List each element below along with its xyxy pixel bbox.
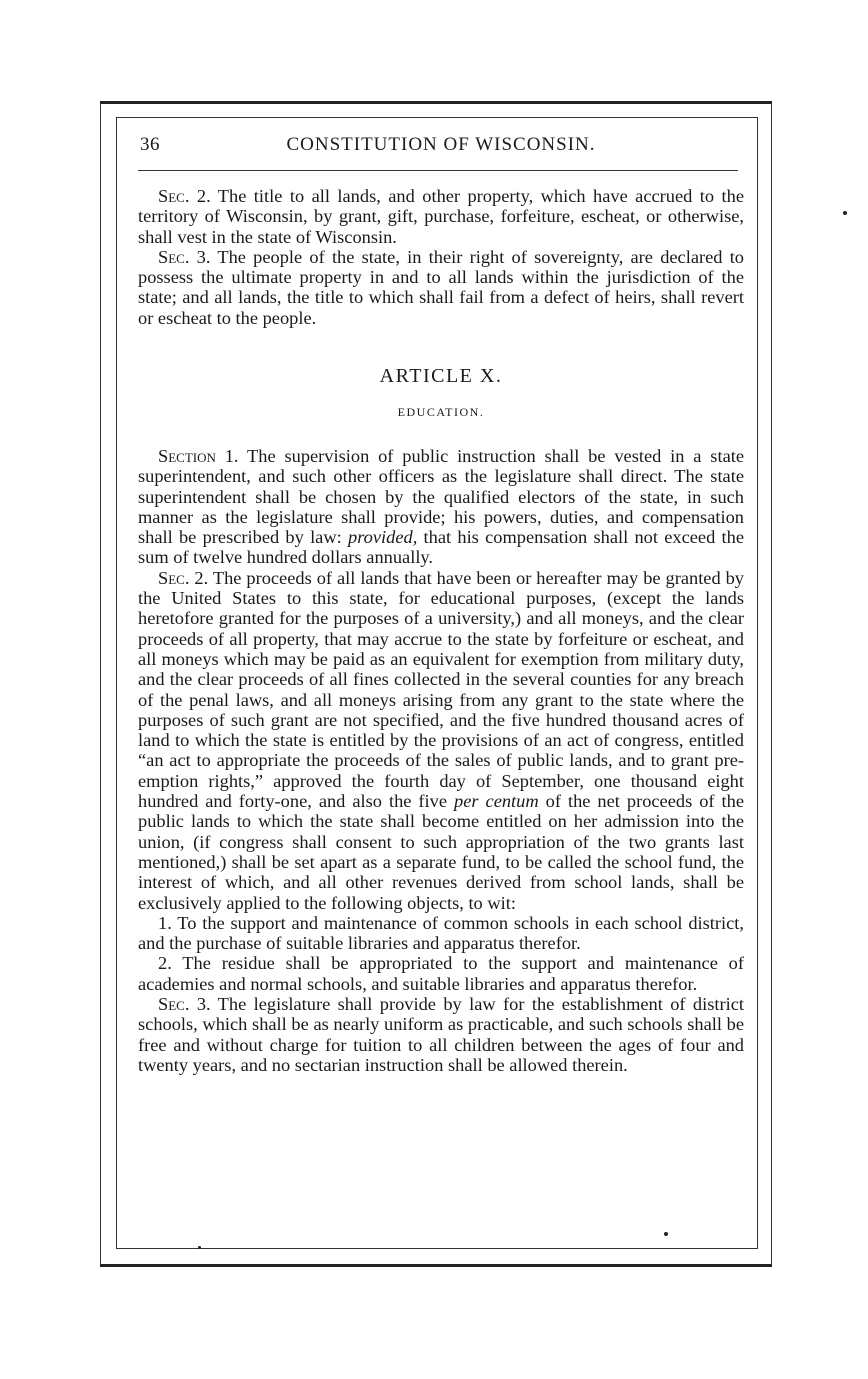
section-paragraph [138, 186, 744, 247]
section-label: Sec. 3. [158, 994, 211, 1015]
section-paragraph [138, 247, 744, 328]
page-header [138, 130, 744, 160]
section-label: Sec. 3. [158, 246, 211, 267]
section-label: Sec. 2. [158, 567, 209, 588]
section-text: The proceeds of all lands that have been or hereafter may be granted by the United States to this state, for educational purposes, (except the lands heretofore granted for the purposes of a university,) and all moneys, and the clear proceeds of all property, that may accrue to the state by forfeiture or escheat, and all moneys which may be paid as an equivalent for exemption from military duty, and the clear proceeds of all fines collected in the several counties for any breach of the penal laws, and all moneys arising from any grant to the state where the purposes of such grant are not specified, and the five hundred thousand acres of land to which the state is entitled by the provisions of an act of congress, entitled “an act to appropriate the proceeds of the sales of public lands, and to grant pre-emption rights,” approved the fourth day of September, one thousand eight hundred and forty-one, and also the five [138, 567, 745, 812]
section-label: Sec. 2. [158, 186, 211, 206]
italic-term: provided, [348, 527, 418, 548]
header-rule [138, 170, 738, 171]
section-text: The people of the state, in their right of sovereignty, are declared to possess the ultimate property in and to all lands within the jurisdiction of the state; and all lands, the title to which shall fail from a defect of heirs, shall revert or escheat to the people. [138, 246, 744, 328]
object-item: 1. To the support and maintenance of common schools in each school district, and the purchase of suitable libraries and apparatus therefor. [138, 912, 744, 954]
italic-term: per centum [454, 791, 539, 812]
section-text: The supervision of public instruction shall be vested in a state superintendent, and such other officers as the legislature shall direct. The state superintendent shall be chosen by the qualified electors of the state, in such manner as the legislature shall provide; his powers, duties, and compensation shall be prescribed by law: [138, 446, 745, 548]
ink-speck [198, 1246, 201, 1249]
ink-speck [664, 1232, 668, 1236]
object-item: 2. The residue shall be appropriated to the support and maintenance of academies and normal schools, and suitable libraries and apparatus therefor. [138, 953, 744, 994]
article-subheading: EDUCATION. [397, 405, 485, 419]
section-label: Section 1. [158, 446, 239, 466]
section-text: The legislature shall provide by law for the establishment of district schools, which shall be as nearly uniform as practicable, and such schools shall be free and without charge for tuition to all children between the ages of four and twenty years, and no sectarian instruction shall be allowed therein. [138, 994, 745, 1075]
running-title: CONSTITUTION OF WISCONSIN. [286, 134, 596, 155]
page-number: 36 [140, 134, 160, 155]
preceding-sections [138, 186, 744, 328]
section-text: that his compensation shall not exceed the sum of twelve hundred dollars annually. [138, 527, 744, 568]
section-paragraph [138, 568, 744, 913]
section-text: The title to all lands, and other property, which have accrued to the territory of Wisconsin, by grant, gift, purchase, forfeiture, escheat, or otherwise, shall vest in the state of Wisconsin. [138, 186, 744, 247]
section-paragraph [138, 446, 744, 568]
ink-speck [843, 211, 847, 215]
article-body [138, 446, 744, 1075]
section-paragraph [138, 994, 744, 1075]
article-heading: ARTICLE X. [379, 365, 503, 387]
section-text: of the net proceeds of the public lands to which the state shall become entitled on her admission into the union, (if congress shall consent to such appropriation of the two grants last mentioned,) shall be set apart as a separate fund, to be called the school fund, the interest of which, and all other revenues derived from school lands, shall be exclusively applied to the following objects, to wit: [138, 791, 745, 913]
